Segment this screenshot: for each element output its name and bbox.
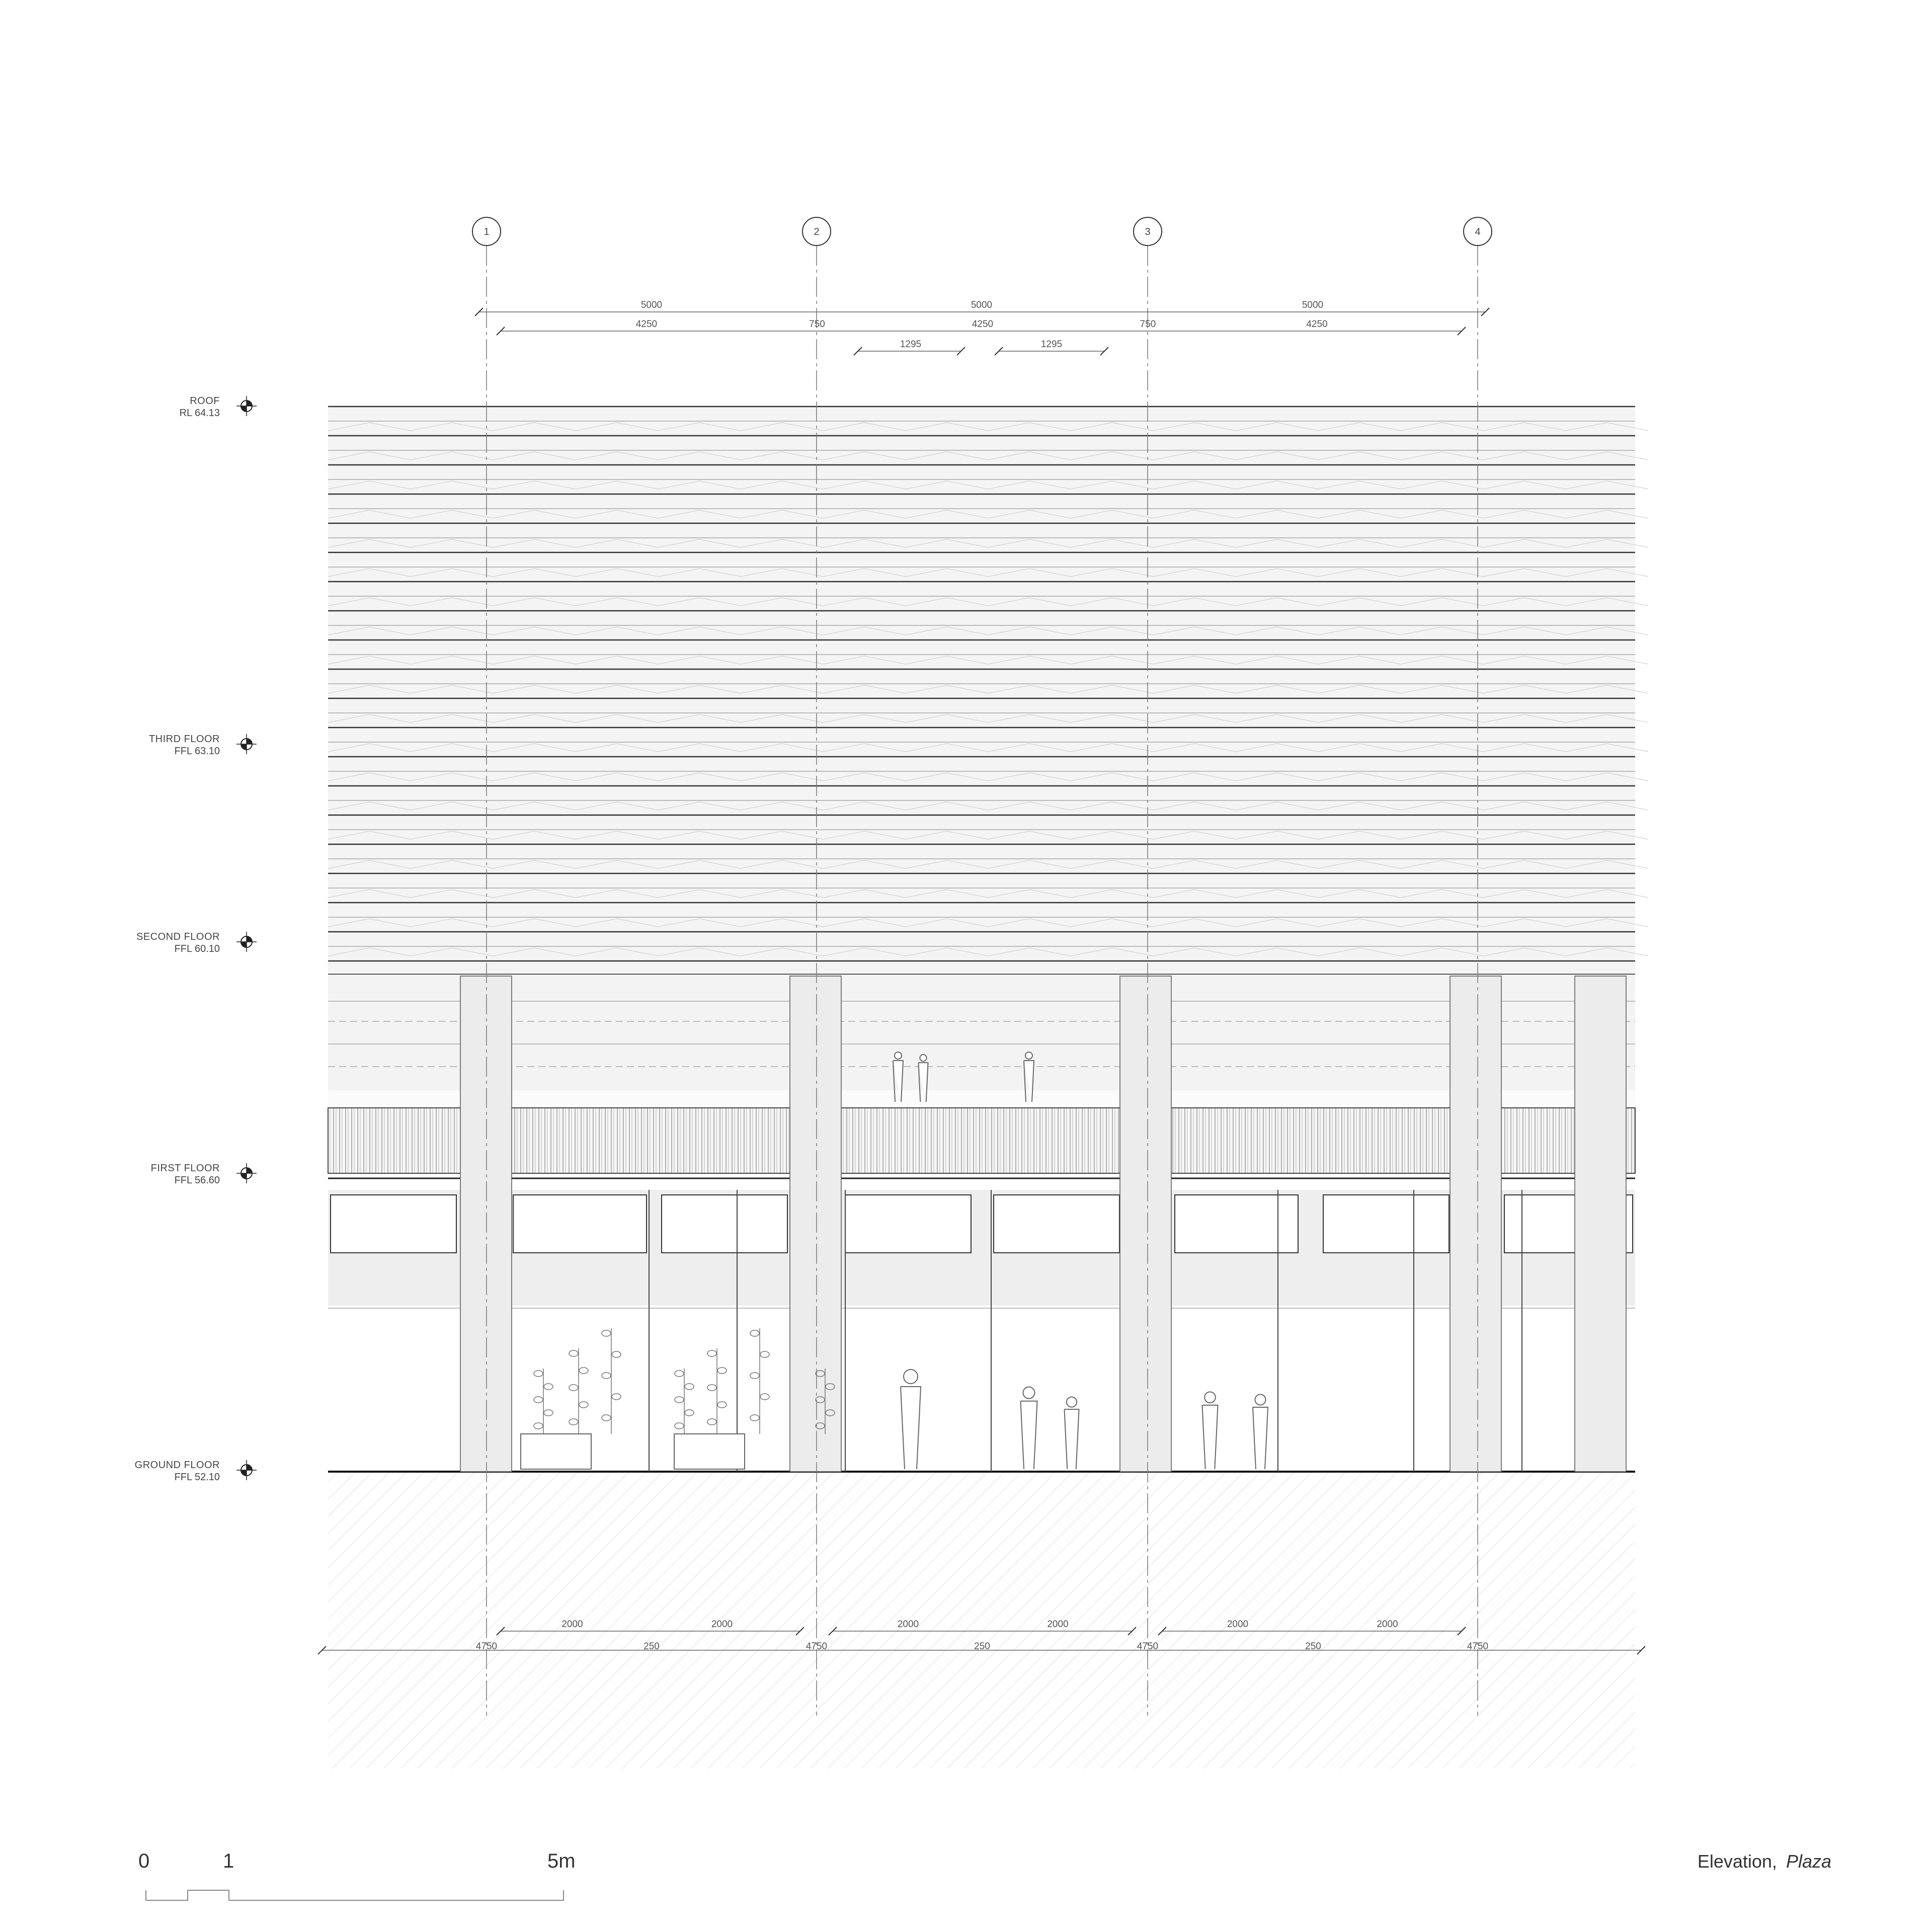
scale-label-0: 0 <box>138 1850 150 1872</box>
level-name: ROOF <box>190 395 220 407</box>
ground-hatch <box>328 1472 1635 1768</box>
drawing-title <box>1698 1851 1831 1872</box>
dim-label: 4750 <box>1137 1641 1159 1652</box>
level-marker <box>136 931 257 954</box>
level-marker <box>135 1460 257 1483</box>
dim-label: 250 <box>1305 1641 1321 1652</box>
level-name: SECOND FLOOR <box>136 931 220 942</box>
drawing-title-main: Elevation, <box>1697 1851 1777 1872</box>
level-marker <box>151 1163 257 1186</box>
ground-floor-zone <box>328 1190 1635 1472</box>
level-value: FFL 52.10 <box>174 1472 220 1483</box>
dim-label: 2000 <box>1377 1619 1398 1630</box>
dim-label: 4750 <box>806 1641 828 1652</box>
level-marker <box>180 395 257 419</box>
drawing-title-italic: Plaza <box>1786 1851 1831 1872</box>
dim-label: 5000 <box>971 300 993 310</box>
dim-label: 1295 <box>900 339 922 350</box>
dim-label: 250 <box>974 1641 990 1652</box>
scale-label-1: 1 <box>223 1850 234 1872</box>
grid-label: 3 <box>1145 226 1151 237</box>
level-marker <box>149 734 257 757</box>
level-name: THIRD FLOOR <box>148 734 220 745</box>
dim-label: 5000 <box>640 300 663 310</box>
level-name: GROUND FLOOR <box>134 1460 220 1471</box>
dim-label: 4250 <box>972 319 994 330</box>
grid-label: 4 <box>1475 226 1481 237</box>
grid-label: 2 <box>814 226 820 237</box>
dim-label: 4750 <box>475 1641 498 1652</box>
dim-label: 2000 <box>711 1619 733 1630</box>
level-markers <box>135 395 257 1483</box>
level-value: FFL 56.60 <box>174 1175 220 1186</box>
dim-label: 750 <box>1140 319 1156 330</box>
dim-label: 250 <box>643 1641 660 1652</box>
louvre-facade <box>328 407 1648 975</box>
dim-label: 2000 <box>561 1619 583 1630</box>
dim-label: 5000 <box>1302 300 1324 310</box>
balustrade <box>328 1108 1635 1173</box>
grid-label: 1 <box>484 226 490 237</box>
first-floor-zone <box>328 975 1635 1178</box>
dim-label: 1295 <box>1040 339 1063 350</box>
level-value: FFL 60.10 <box>174 943 220 954</box>
dim-label: 750 <box>809 319 825 330</box>
dimensions-top <box>475 300 1489 355</box>
dim-label: 2000 <box>1047 1619 1069 1630</box>
dim-label: 4750 <box>1467 1641 1489 1652</box>
level-value: RL 64.13 <box>179 408 220 419</box>
scale-label-5m: 5m <box>547 1850 576 1872</box>
scale-bar <box>138 1850 576 1900</box>
level-name: FIRST FLOOR <box>150 1163 220 1174</box>
level-value: FFL 63.10 <box>174 746 220 757</box>
dim-label: 2000 <box>897 1619 919 1630</box>
dim-label: 4250 <box>1306 319 1328 330</box>
dim-label: 4250 <box>635 319 658 330</box>
dim-label: 2000 <box>1227 1619 1249 1630</box>
